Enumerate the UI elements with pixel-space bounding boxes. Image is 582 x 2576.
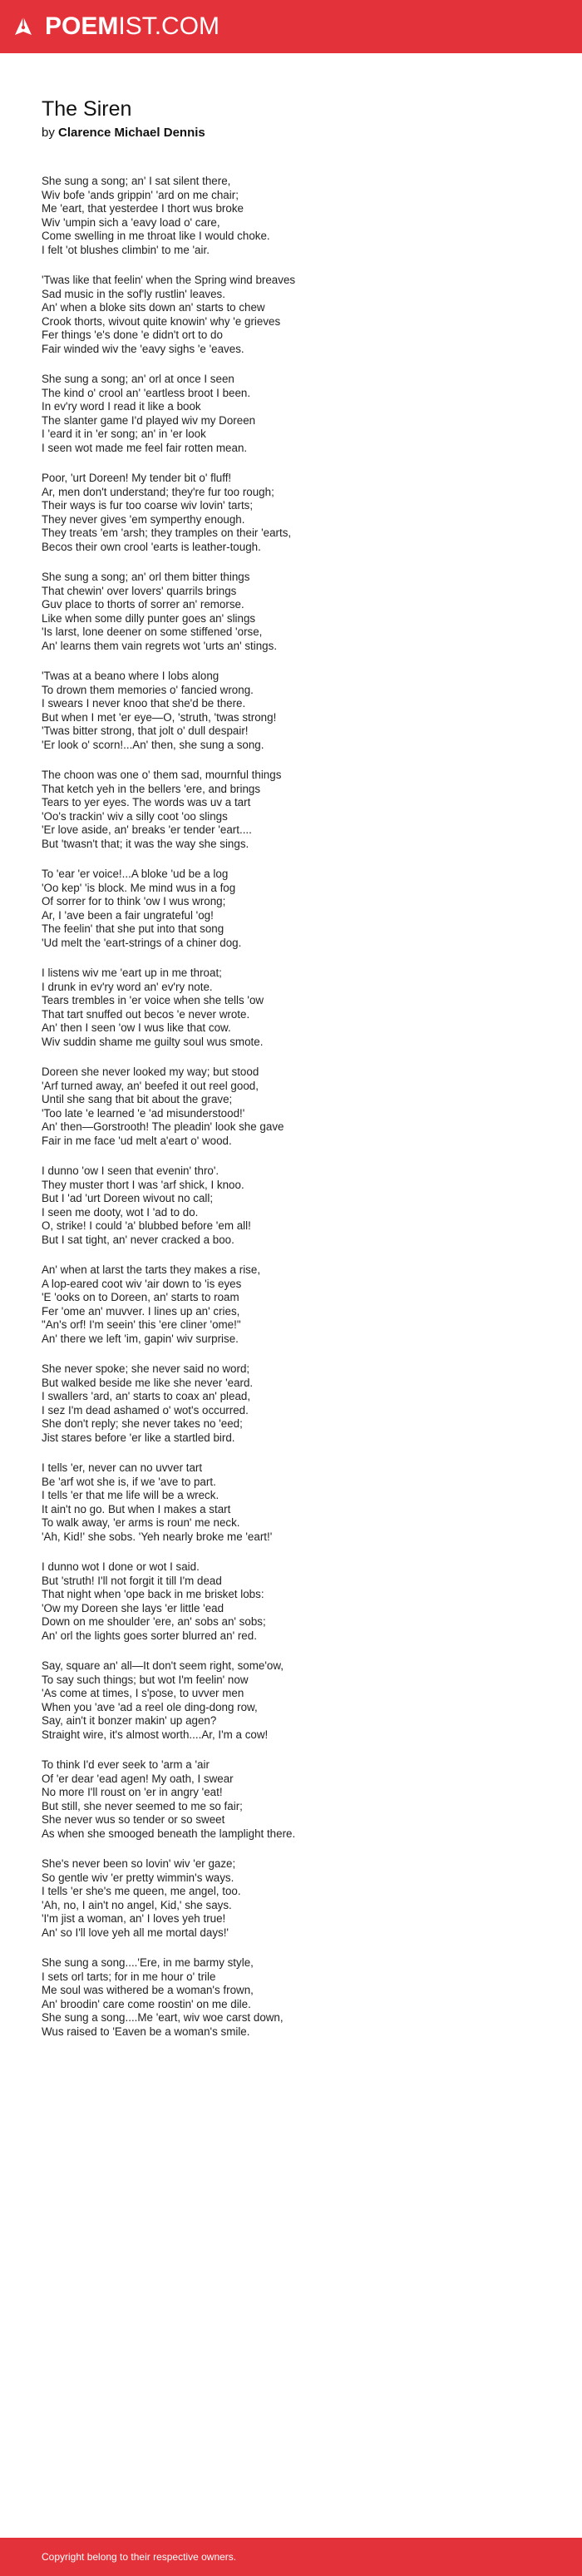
logo-bold-part: POEM: [45, 12, 119, 40]
poem-line: But 'struth! I'll not forgit it till I'm dead: [42, 1574, 222, 1587]
stanza: [42, 868, 549, 950]
poem-line: 'Arf turned away, an' beefed it out reel good,: [42, 1079, 259, 1092]
poem-line: The feelin' that she put into that song: [42, 922, 224, 935]
copyright-text: Copyright belong to their respective owners.: [42, 2551, 237, 2563]
poem-line: Wiv 'umpin sich a 'eavy load o' care,: [42, 215, 220, 229]
poem-line: To 'ear 'er voice!...A bloke 'ud be a log: [42, 868, 229, 880]
poem-line: Tears trembles in 'er voice when she tells 'ow: [42, 994, 264, 1006]
poem-line: An' so I'll love yeh all me mortal days!': [42, 1926, 229, 1939]
poem-line: 'Twas like that feelin' when the Spring wind breaves: [42, 274, 296, 286]
poem-body: [42, 175, 549, 2039]
poem-line: Straight wire, it's almost worth....Ar, I'm a cow!: [42, 1728, 269, 1741]
poem-line: As when she smooged beneath the lamplight there.: [42, 1827, 296, 1840]
poem-line: I felt 'ot blushes climbin' to me 'air.: [42, 243, 210, 256]
poem-line: To think I'd ever seek to 'arm a 'air: [42, 1758, 210, 1771]
poem-line: I listens wiv me 'eart up in me throat;: [42, 967, 222, 979]
poem-line: She don't reply; she never takes no 'eed;: [42, 1417, 243, 1430]
poem-line: She sung a song; an' orl at once I seen: [42, 373, 234, 385]
poem-line: No more I'll roust on 'er in angry 'eat!: [42, 1786, 223, 1798]
poem-line: She sung a song; an' I sat silent there,: [42, 175, 231, 187]
poem-line: An' orl the lights goes sorter blurred an' red.: [42, 1629, 257, 1642]
poem-line: An' then I seen 'ow I wus like that cow.: [42, 1021, 231, 1034]
poem-line: An' when at larst the tarts they makes a rise,: [42, 1263, 261, 1276]
poem-line: I 'eard it in 'er song; an' in 'er look: [42, 428, 206, 440]
poem-line: I tells 'er she's me queen, me angel, too.: [42, 1885, 241, 1897]
byline: [42, 125, 549, 141]
poem-title: The Siren: [42, 97, 132, 121]
poem-line: She sung a song....Me 'eart, wiv woe carst down,: [42, 2011, 284, 2024]
stanza: [42, 1362, 549, 1445]
stanza: [42, 1263, 549, 1346]
poem-line: 'Too late 'e learned 'e 'ad misunderstood!': [42, 1106, 245, 1120]
poem-line: Say, square an' all—It don't seem right, some'ow,: [42, 1659, 284, 1672]
poem-line: Me soul was withered be a woman's frown,: [42, 1984, 254, 1996]
poem-line: It ain't no go. But when I makes a start: [42, 1502, 231, 1515]
author-link[interactable]: Clarence Michael Dennis: [58, 126, 205, 140]
poem-line: In ev'ry word I read it like a book: [42, 400, 201, 413]
poem-line: An' when a bloke sits down an' starts to chew: [42, 301, 265, 314]
poem-line: Their ways is fur too coarse wiv lovin' tarts;: [42, 499, 254, 512]
poem-line: I dunno wot I done or wot I said.: [42, 1560, 200, 1573]
poem-page: [0, 53, 582, 2039]
poem-line: 'Er look o' scorn!...An' then, she sung a song.: [42, 738, 264, 751]
site-header: [0, 0, 582, 53]
poem-line: I drunk in ev'ry word an' ev'ry note.: [42, 980, 213, 993]
poem-line: I sets orl tarts; for in me hour o' trile: [42, 1970, 216, 1983]
poem-line: When you 'ave 'ad a reel ole ding-dong row,: [42, 1700, 258, 1713]
poem-line: 'I'm jist a woman, an' I loves yeh true!: [42, 1912, 226, 1925]
stanza: [42, 1066, 549, 1148]
poem-line: 'Is larst, lone deener on some stiffened 'orse,: [42, 625, 263, 638]
poem-line: That ketch yeh in the bellers 'ere, and brings: [42, 782, 261, 795]
poem-line: She never spoke; she never said no word;: [42, 1362, 250, 1375]
poem-line: Fair winded wiv the 'eavy sighs 'e 'eaves.: [42, 342, 244, 355]
poem-line: 'Ah, Kid!' she sobs. 'Yeh nearly broke me 'eart!': [42, 1530, 273, 1543]
stanza: [42, 571, 549, 653]
poem-line: That chewin' over lovers' quarrils brings: [42, 584, 237, 597]
poem-line: Tears to yer eyes. The words was uv a tart: [42, 796, 251, 808]
poem-line: I tells 'er that me life will be a wreck.: [42, 1489, 219, 1501]
poem-line: I sez I'm dead ashamed o' wot's occurred.: [42, 1403, 249, 1417]
poem-line: Say, ain't it bonzer makin' up agen?: [42, 1714, 217, 1727]
poem-line: 'Ud melt the 'eart-strings of a chiner dog.: [42, 936, 242, 949]
stanza: [42, 1857, 549, 1940]
poem-line: I swears I never knoo that she'd be there.: [42, 697, 246, 710]
poem-line: Poor, 'urt Doreen! My tender bit o' fluff!: [42, 472, 232, 484]
poem-line: But 'twasn't that; it was the way she sings.: [42, 837, 249, 850]
poem-line: I dunno 'ow I seen that evenin' thro'.: [42, 1164, 219, 1177]
poem-line: 'Er love aside, an' breaks 'er tender 'eart....: [42, 823, 252, 836]
stanza: [42, 472, 549, 554]
poem-line: O, strike! I could 'a' blubbed before 'em all!: [42, 1219, 251, 1232]
poem-line: An' learns them vain regrets wot 'urts an' stings.: [42, 639, 278, 652]
poem-line: But still, she never seemed to me so fair;: [42, 1799, 243, 1812]
poem-line: I tells 'er, never can no uvver tart: [42, 1461, 203, 1474]
poem-line: 'Twas at a beano where I lobs along: [42, 670, 219, 682]
poem-line: Crook thorts, wivout quite knowin' why 'e grieves: [42, 314, 281, 328]
poem-line: Of sorrer for to think 'ow I wus wrong;: [42, 895, 226, 907]
poem-line: A lop-eared coot wiv 'air down to 'is eyes: [42, 1277, 242, 1290]
poem-line: To drown them memories o' fancied wrong.: [42, 683, 254, 696]
stanza: [42, 967, 549, 1049]
poem-line: She never wus so tender or so sweet: [42, 1813, 225, 1826]
poem-line: The slanter game I'd played wiv my Doreen: [42, 413, 256, 427]
pen-nib-icon: [12, 15, 35, 38]
poem-line: That tart snuffed out becos 'e never wrote.: [42, 1007, 250, 1021]
poem-line: 'Ah, no, I ain't no angel, Kid,' she says.: [42, 1898, 232, 1911]
site-logo-text: [45, 14, 219, 39]
poem-line: Of 'er dear 'ead agen! My oath, I swear: [42, 1772, 234, 1785]
poem-line: Sad music in the sof'ly rustlin' leaves.: [42, 287, 225, 300]
poem-line: She sung a song; an' orl them bitter things: [42, 571, 250, 583]
poem-line: But when I met 'er eye—O, 'struth, 'twas strong!: [42, 710, 277, 724]
poem-line: I seen me dooty, wot I 'ad to do.: [42, 1205, 199, 1219]
poem-line: Come swelling in me throat like I would choke.: [42, 230, 270, 242]
stanza: [42, 274, 549, 356]
poem-line: Doreen she never looked my way; but stood: [42, 1066, 259, 1078]
poem-line: 'Oo's trackin' wiv a silly coot 'oo slings: [42, 809, 228, 823]
stanza: [42, 769, 549, 851]
poem-line: I seen wot made me feel fair rotten mean.: [42, 441, 248, 454]
poem-line: I swallers 'ard, an' starts to coax an' plead,: [42, 1390, 251, 1402]
poem-line: Wiv suddin shame me guilty soul wus smote.: [42, 1035, 264, 1048]
stanza: [42, 1560, 549, 1643]
stanza: [42, 175, 549, 257]
stanza: [42, 1659, 549, 1742]
poem-line: She's never been so lovin' wiv 'er gaze;: [42, 1857, 236, 1870]
poem-line: They treats 'em 'arsh; they tramples on their 'earts,: [42, 527, 292, 539]
site-footer: [0, 2538, 582, 2576]
stanza: [42, 670, 549, 752]
poem-line: But I sat tight, an' never cracked a boo.: [42, 1233, 234, 1246]
poem-line: But walked beside me like she never 'eard.: [42, 1376, 254, 1389]
poem-line: Wus raised to 'Eaven be a woman's smile.: [42, 2025, 250, 2038]
poem-line: To say such things; but wot I'm feelin' now: [42, 1673, 249, 1686]
poem-line: Fer things 'e's done 'e didn't ort to do: [42, 329, 223, 341]
poem-line: Ar, men don't understand; they're fur too rough;: [42, 485, 274, 498]
poem-line: Like when some dilly punter goes an' slings: [42, 611, 256, 625]
poem-line: They never gives 'em symperthy enough.: [42, 512, 245, 526]
by-label: by: [42, 126, 55, 140]
poem-line: "An's orf! I'm seein' this 'ere cliner 'ome!": [42, 1318, 241, 1331]
poem-line: 'Twas bitter strong, that jolt o' dull despair!: [42, 724, 249, 737]
poem-line: An' broodin' care come roostin' on me dile.: [42, 1997, 251, 2010]
poem-line: The choon was one o' them sad, mournful things: [42, 769, 282, 781]
poem-line: Becos their own crool 'earts is leather-tough.: [42, 540, 261, 553]
poem-line: Guv place to thorts of sorrer an' remorse.: [42, 598, 244, 611]
poem-line: 'E 'ooks on to Doreen, an' starts to roam: [42, 1291, 239, 1303]
poem-line: To walk away, 'er arms is roun' me neck.: [42, 1516, 240, 1529]
stanza: [42, 373, 549, 455]
poem-line: Jist stares before 'er like a startled bird.: [42, 1431, 235, 1444]
poem-line: 'Ow my Doreen she lays 'er little 'ead: [42, 1601, 224, 1614]
poem-line: An' there we left 'im, gapin' wiv surprise.: [42, 1332, 239, 1345]
poem-line: Me 'eart, that yesterdee I thort wus broke: [42, 202, 244, 215]
stanza: [42, 1164, 549, 1247]
poem-line: 'Oo kep' 'is block. Me mind wus in a fog: [42, 881, 236, 894]
stanza: [42, 1461, 549, 1544]
poem-line: That night when 'ope back in me brisket lobs:: [42, 1588, 264, 1600]
poem-line: An' then—Gorstrooth! The pleadin' look she gave: [42, 1120, 284, 1133]
site-logo-link[interactable]: [12, 14, 219, 39]
poem-line: Fair in me face 'ud melt a'eart o' wood.: [42, 1134, 232, 1147]
poem-line: Fer 'ome an' muvver. I lines up an' cries,: [42, 1304, 240, 1318]
poem-line: Until she sang that bit about the grave;: [42, 1093, 233, 1105]
poem-line: Wiv bofe 'ands grippin' 'ard on me chair;: [42, 188, 239, 201]
stanza: [42, 1956, 549, 2039]
logo-light-part: IST.COM: [118, 12, 220, 40]
poem-line: Ar, I 'ave been a fair ungrateful 'og!: [42, 908, 214, 922]
poem-line: 'As come at times, I s'pose, to uvver men: [42, 1687, 244, 1699]
poem-line: She sung a song....'Ere, in me barmy style,: [42, 1956, 254, 1969]
poem-line: The kind o' crool an' 'eartless broot I been.: [42, 386, 251, 399]
poem-line: Be 'arf wot she is, if we 'ave to part.: [42, 1475, 216, 1488]
poem-line: But I 'ad 'urt Doreen wivout no call;: [42, 1192, 214, 1204]
poem-line: So gentle wiv 'er pretty wimmin's ways.: [42, 1871, 234, 1884]
poem-line: Down on me shoulder 'ere, an' sobs an' sobs;: [42, 1615, 266, 1628]
stanza: [42, 1758, 549, 1841]
poem-line: They muster thort I was 'arf shick, I knoo.: [42, 1178, 244, 1191]
